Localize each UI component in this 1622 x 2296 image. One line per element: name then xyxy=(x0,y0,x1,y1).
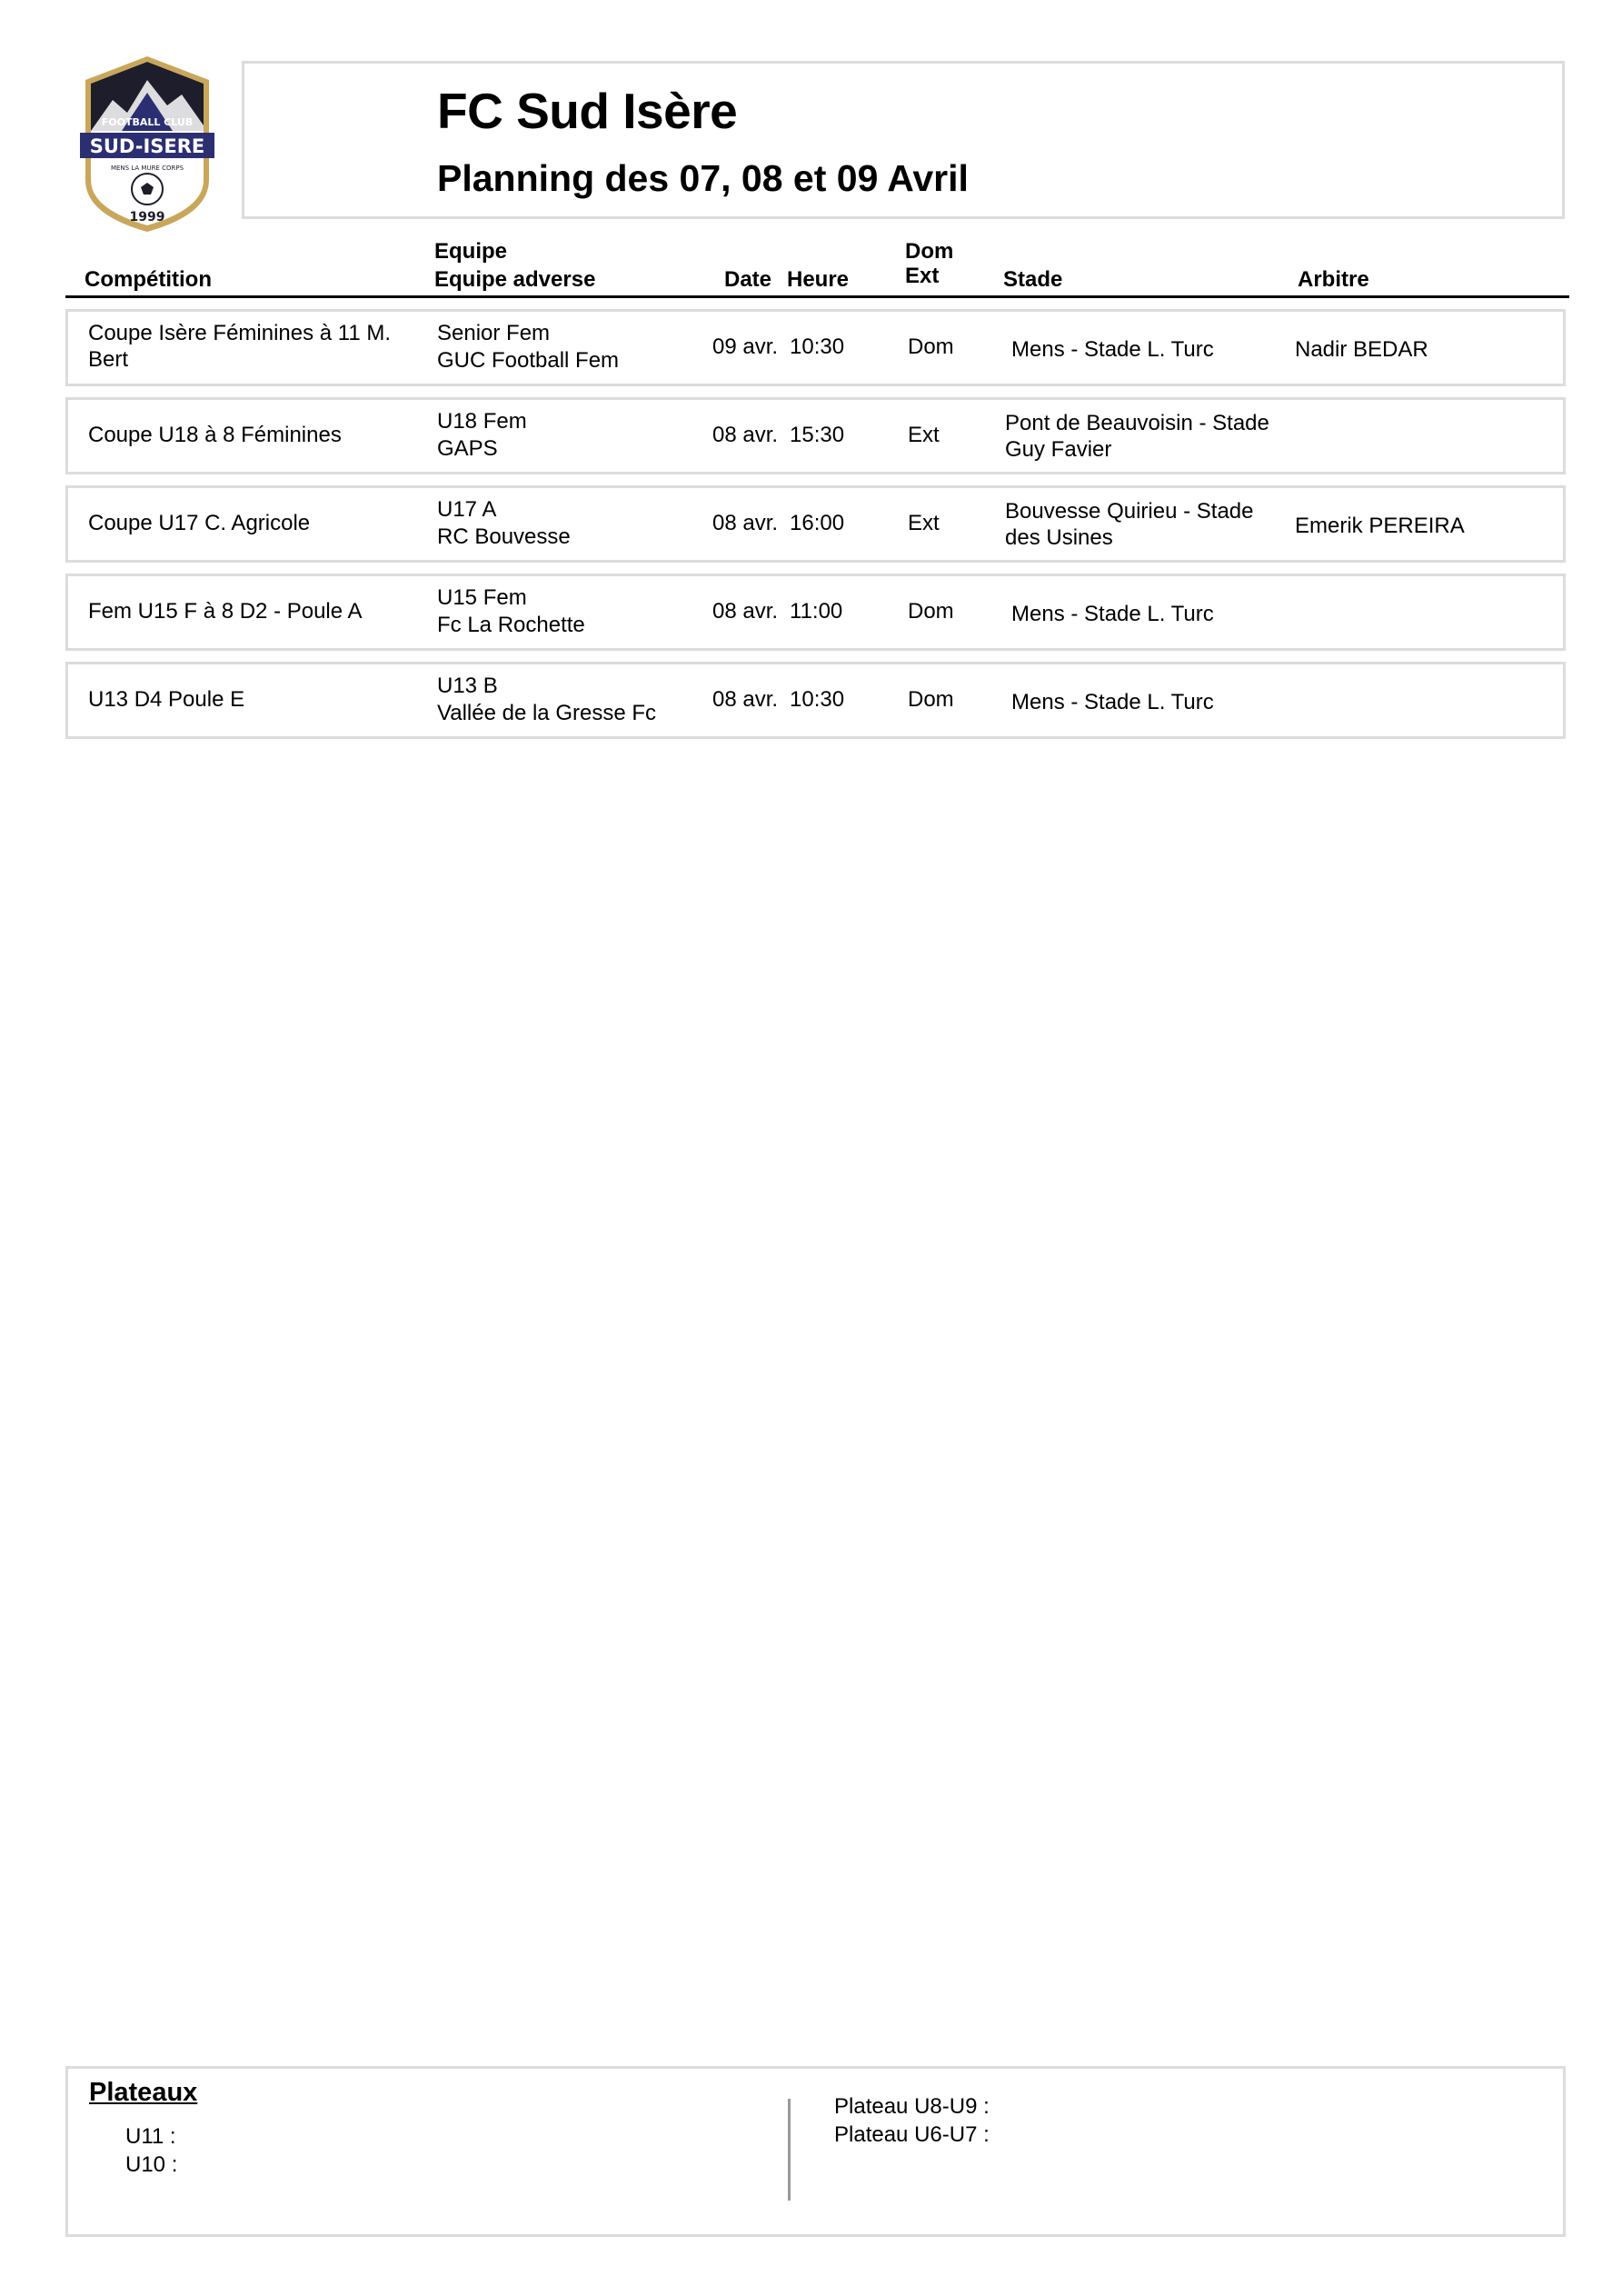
col-equipe-adverse: Equipe adverse xyxy=(434,267,596,292)
cell-arbitre: Nadir BEDAR xyxy=(1295,337,1428,362)
col-heure: Heure xyxy=(787,267,850,292)
cell-equipe: U17 A xyxy=(437,497,497,522)
cell-stade: Mens - Stade L. Turc xyxy=(1011,602,1214,626)
cell-adversaire: GAPS xyxy=(437,436,498,461)
cell-heure: 10:30 xyxy=(790,687,845,712)
cell-domext: Ext xyxy=(908,511,940,535)
title-box xyxy=(242,61,1565,219)
cell-date: 08 avr. xyxy=(712,511,779,535)
col-equipe: Equipe xyxy=(434,239,508,264)
cell-adversaire: RC Bouvesse xyxy=(437,524,571,549)
cell-equipe: U13 B xyxy=(437,674,498,698)
svg-text:SUD-ISERE: SUD-ISERE xyxy=(89,135,205,157)
cell-domext: Dom xyxy=(908,687,954,712)
cell-equipe: Senior Fem xyxy=(437,321,551,345)
cell-date: 08 avr. xyxy=(712,599,779,624)
plateaux-box xyxy=(65,2066,1566,2237)
plateau-u8-u9: Plateau U8-U9 : xyxy=(834,2094,990,2119)
cell-heure: 11:00 xyxy=(790,599,843,624)
cell-heure: 16:00 xyxy=(790,511,845,535)
cell-domext: Ext xyxy=(908,423,940,447)
svg-text:1999: 1999 xyxy=(129,210,165,225)
svg-text:FOOTBALL CLUB: FOOTBALL CLUB xyxy=(101,116,194,128)
table-row xyxy=(65,574,1566,651)
cell-arbitre: Emerik PEREIRA xyxy=(1295,514,1465,538)
cell-domext: Dom xyxy=(908,599,954,624)
table-row xyxy=(65,662,1566,739)
cell-competition: Coupe U18 à 8 Féminines xyxy=(88,423,342,447)
cell-competition: Coupe U17 C. Agricole xyxy=(88,511,311,535)
cell-competition: Fem U15 F à 8 D2 - Poule A xyxy=(88,599,363,624)
table-row xyxy=(65,485,1566,563)
plateau-u11: U11 : xyxy=(125,2124,176,2149)
cell-equipe: U18 Fem xyxy=(437,409,527,434)
col-arbitre: Arbitre xyxy=(1298,267,1369,292)
plateau-u6-u7: Plateau U6-U7 : xyxy=(834,2122,990,2147)
cell-stade: Pont de Beauvoisin - Stade Guy Favier xyxy=(1005,411,1269,462)
cell-heure: 15:30 xyxy=(790,423,845,447)
cell-adversaire: Vallée de la Gresse Fc xyxy=(437,701,656,725)
table-row xyxy=(65,397,1566,474)
svg-text:MENS LA MURE CORPS: MENS LA MURE CORPS xyxy=(110,165,184,172)
col-dom: Dom xyxy=(905,239,954,264)
cell-competition: U13 D4 Poule E xyxy=(88,687,245,712)
cell-stade: Mens - Stade L. Turc xyxy=(1011,337,1214,362)
cell-date: 08 avr. xyxy=(712,687,779,712)
cell-stade: Bouvesse Quirieu - Stade des Usines xyxy=(1005,499,1254,550)
cell-adversaire: Fc La Rochette xyxy=(437,613,585,637)
plateau-u10: U10 : xyxy=(125,2152,178,2177)
header-divider xyxy=(65,295,1569,298)
col-date: Date xyxy=(724,267,772,292)
club-logo xyxy=(76,53,218,235)
cell-competition: Coupe Isère Féminines à 11 M. Bert xyxy=(88,321,392,372)
cell-date: 08 avr. xyxy=(712,423,779,447)
planning-title: Planning des 07, 08 et 09 Avril xyxy=(437,157,969,199)
cell-domext: Dom xyxy=(908,334,954,359)
plateaux-title: Plateaux xyxy=(89,2078,198,2107)
col-stade: Stade xyxy=(1003,267,1063,292)
club-title: FC Sud Isère xyxy=(437,83,738,139)
table-row xyxy=(65,309,1566,386)
plateaux-divider xyxy=(788,2099,791,2201)
cell-heure: 10:30 xyxy=(790,334,845,359)
col-competition: Compétition xyxy=(85,267,212,292)
cell-adversaire: GUC Football Fem xyxy=(437,348,620,373)
cell-equipe: U15 Fem xyxy=(437,585,527,610)
col-ext: Ext xyxy=(905,264,940,288)
cell-date: 09 avr. xyxy=(712,334,779,359)
cell-stade: Mens - Stade L. Turc xyxy=(1011,690,1214,714)
